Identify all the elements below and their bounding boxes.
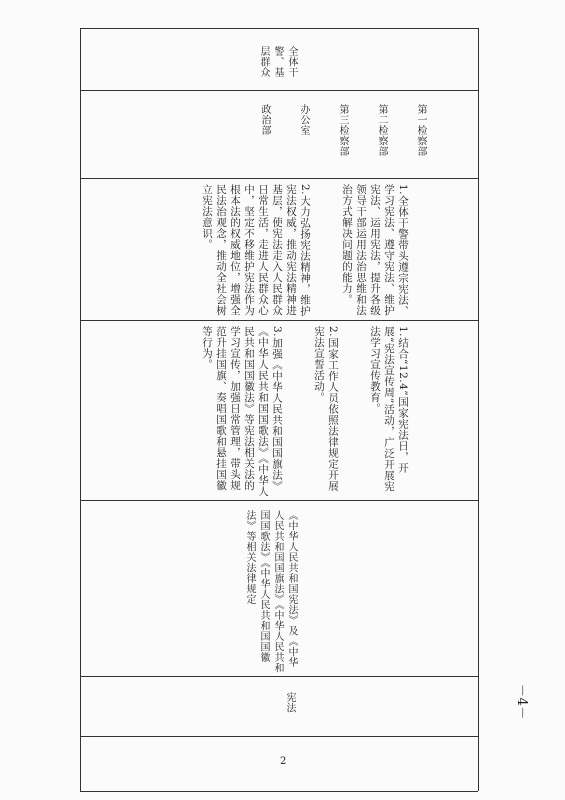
measure-item: 1.结合“12.4”国家宪法日，开展“宪法宣传周”活动，广泛开展宪法学习宣传教育。: [369, 326, 409, 492]
column-divider: [80, 320, 478, 321]
goals-cell: [172, 184, 409, 318]
table-border-right: [478, 28, 479, 791]
table-border-bottom: [80, 791, 478, 792]
goal-item: 1.全体干警带头遵宗宪法、学习宪法、遵守宪法、维护宪法、运用宪法，提升各级领导干部运用法治思维和法治方式解决问题的能力。: [341, 184, 409, 317]
department-item: 办公室: [298, 104, 309, 136]
measure-item: 2.国家工作人员依照法律规定开展宪法宣誓活动。: [313, 326, 339, 492]
department-item: 政治部: [259, 104, 270, 136]
category-cell: 宪法: [284, 692, 295, 713]
departments-cell: [232, 104, 426, 176]
row-number: 2: [280, 756, 287, 767]
column-divider: [80, 676, 478, 677]
page-number: －4－: [514, 684, 529, 720]
measure-item: 3.加强《中华人民共和国国旗法》《中华人民共和国国歌法》《中华人民共和国国徽法》等宪法相关法的学习宣传，加强日常管理，带头规范升挂国旗、奏唱国歌和悬挂国徽等行为。: [201, 326, 283, 497]
column-divider: [80, 736, 478, 737]
column-divider: [80, 500, 478, 501]
measures-cell: [172, 326, 409, 498]
table-border-top: [80, 28, 478, 29]
department-item: 第二检察部: [376, 104, 387, 157]
audience-cell: 全体干警、基层群众: [258, 46, 297, 78]
column-divider: [80, 178, 478, 179]
department-item: 第一检察部: [415, 104, 426, 157]
column-divider: [80, 90, 478, 91]
legal-basis-cell: 《中华人民共和国宪法》及《中华人民共和国国旗法》《中华人民共和国国歌法》《中华人民共和国国徽法》等相关法律规定: [244, 510, 297, 673]
goal-item: 2.大力弘扬宪法精神，维护宪法权威，推动宪法精神进基层，使宪法走入人民群众日常生活，走进人民群众心中，坚定不移维护宪法作为根本法的权威地位，增强全民法治观念，推动全社会树立宪法意识。: [201, 184, 311, 317]
department-item: 第三检察部: [337, 104, 348, 157]
